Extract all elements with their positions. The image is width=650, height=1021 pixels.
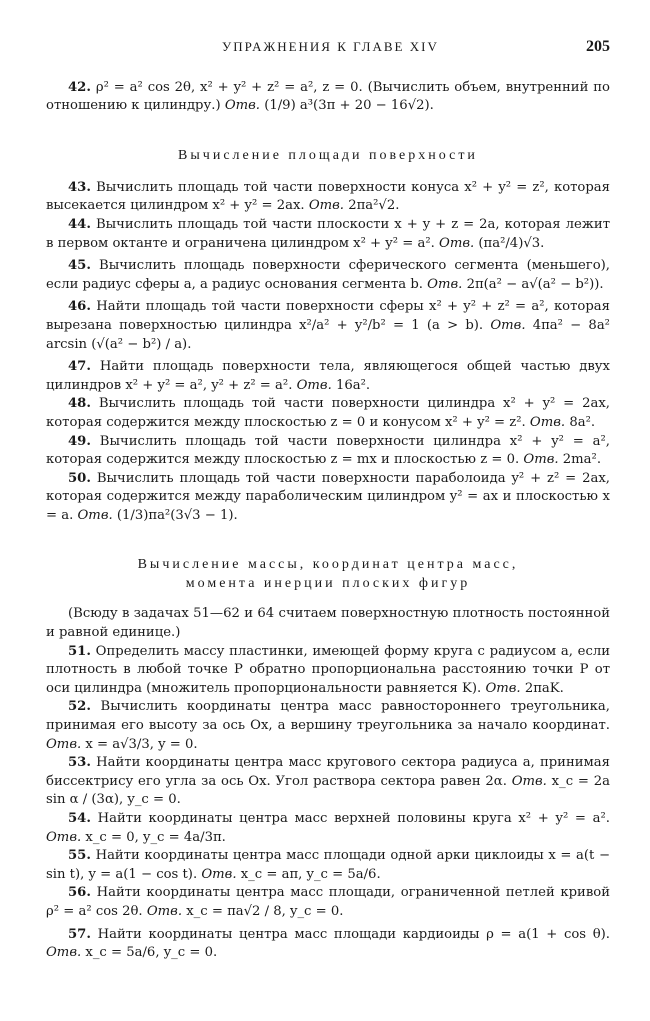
problem-number: 54. — [68, 811, 91, 826]
page-number: 205 — [586, 38, 610, 55]
problem-text: Вычислить площадь поверхности сферического сегмента (меньшего), если радиус сферы a, а радиус основания сегмента b. — [46, 258, 610, 292]
problem-48 — [46, 395, 610, 432]
problem-55 — [46, 847, 610, 884]
section-heading-line-1: Вычисление массы, координат центра масс, — [137, 557, 519, 573]
answer-value: 2πaK. — [524, 680, 564, 696]
answer-label: Отв. — [77, 507, 113, 523]
problem-number: 56. — [68, 885, 91, 901]
answer-label: Отв. — [490, 317, 526, 333]
problem-number: 44. — [68, 216, 91, 232]
problem-number: 50. — [68, 470, 91, 486]
answer-label: Отв. — [427, 276, 463, 292]
problem-number: 55. — [68, 848, 91, 864]
answer-value: 8a². — [569, 414, 596, 430]
problem-44 — [46, 216, 610, 253]
answer-value: (πa²/4)√3. — [478, 235, 545, 251]
problem-50 — [46, 470, 610, 526]
answer-label: Отв. — [296, 377, 332, 393]
problem-number: 52. — [68, 699, 91, 715]
answer-label: Отв. — [485, 680, 521, 696]
problem-text: Найти координаты центра масс верхней половины круга x² + y² = a². — [97, 811, 610, 826]
problem-text: Вычислить площадь той части поверхности конуса x² + y² = z², которая высекается цилиндром x² + y² = 2ax. — [46, 179, 610, 214]
problem-text: Найти координаты центра масс площади, ограниченной петлей кривой ρ² = a² cos 2θ. — [46, 885, 610, 919]
problem-43 — [46, 179, 610, 216]
problem-54 — [46, 810, 610, 847]
problem-46 — [46, 298, 610, 354]
problem-number: 51. — [68, 643, 91, 659]
problem-53 — [46, 754, 610, 810]
answer-label: Отв. — [439, 235, 475, 251]
answer-value: x_c = 0, y_c = 4a/3π. — [85, 829, 226, 845]
answer-label: Отв. — [308, 198, 344, 214]
section-heading-line-2: момента инерции плоских фигур — [185, 576, 471, 592]
problem-number: 53. — [68, 755, 91, 771]
answer-value: x_c = πa√2 / 8, y_c = 0. — [186, 903, 344, 919]
answer-value: 2π(a² − a√(a² − b²)). — [466, 276, 604, 292]
problem-49 — [46, 433, 610, 470]
problem-text: Определить массу пластинки, имеющей форму круга с радиусом a, если плотность в любой точке P обратно пропорциональна расстоянию точки P от оси цилиндра (множитель пропорциональности равняется K). — [46, 643, 610, 696]
answer-value: (1/3)πa²(3√3 − 1). — [116, 507, 238, 523]
section-heading-mass — [46, 555, 610, 593]
problem-number: 46. — [68, 299, 91, 315]
answer-label: Отв. — [529, 414, 566, 430]
problem-52 — [46, 698, 610, 754]
answer-label: Отв. — [224, 98, 260, 114]
answer-label: Отв. — [46, 736, 82, 752]
section-heading-surface: Вычисление площади поверхности — [178, 147, 478, 163]
problem-text: Вычислить площадь той части поверхности параболоида y² + z² = 2ax, которая содержится между параболическим цилиндром y² = ax и плоскостью x = a. — [46, 470, 610, 523]
answer-label: Отв. — [146, 903, 183, 919]
problem-text: Найти площадь той части поверхности сферы x² + y² + z² = a², которая вырезана поверхностью цилиндра x²/a² + y²/b² = 1 (a > b). — [46, 299, 610, 333]
problem-42 — [46, 79, 610, 116]
answer-value: x_c = aπ, y_c = 5a/6. — [240, 866, 381, 882]
problem-text: Найти координаты центра масс площади кардиоиды ρ = a(1 + cos θ). — [97, 926, 610, 942]
problem-number: 43. — [68, 179, 91, 195]
running-header — [46, 38, 610, 57]
problem-number: 48. — [68, 396, 91, 412]
problem-56 — [46, 884, 610, 921]
answer-value: 16a². — [335, 377, 371, 393]
problem-number: 45. — [68, 258, 91, 274]
answer-label: Отв. — [46, 945, 82, 961]
answer-value: (1/9) a³(3π + 20 − 16√2). — [264, 98, 434, 114]
problem-45 — [46, 257, 610, 294]
problem-text: Вычислить площадь той части поверхности цилиндра x² + y² = 2ax, которая содержится между плоскостью z = 0 и конусом x² + y² = z². — [46, 396, 610, 430]
answer-value: x_c = 2a sin α / (3α), y_c = 0. — [46, 773, 610, 808]
problem-text: ρ² = a² cos 2θ, x² + y² + z² = a², z = 0. (Вычислить объем, внутренний по отношению к цилиндру.) — [46, 79, 610, 114]
answer-value: 2πa²√2. — [348, 198, 400, 214]
answer-label: Отв. — [201, 866, 237, 882]
section-note: (Всюду в задачах 51—62 и 64 считаем поверхностную плотность постоянной и равной единице.) — [46, 606, 610, 641]
answer-value: x = a√3/3, y = 0. — [85, 736, 198, 752]
answer-value: x_c = 5a/6, y_c = 0. — [85, 945, 218, 961]
problem-text: Найти площадь поверхности тела, являющегося общей частью двух цилиндров x² + y² = a², y² + z² = a². — [46, 359, 610, 393]
problem-text: Найти координаты центра масс кругового сектора радиуса a, принимая биссектрису его угла за ось Ox. Угол раствора сектора равен 2α. — [46, 755, 610, 789]
answer-label: Отв. — [511, 773, 547, 789]
problem-51 — [46, 643, 610, 699]
problem-number: 49. — [68, 433, 91, 449]
problem-text: Найти координаты центра масс площади одной арки циклоиды x = a(t − sin t), y = a(1 − cos t). — [46, 848, 610, 882]
problem-number: 57. — [68, 926, 91, 942]
problem-text: Вычислить координаты центра масс равностороннего треугольника, принимая его высоту за ось Ox, а вершину треугольника за начало координат. — [46, 699, 610, 734]
header-title: УПРАЖНЕНИЯ К ГЛАВЕ XIV — [222, 39, 439, 54]
answer-value: 4πa² − 8a² arcsin (√(a² − b²) / a). — [46, 317, 610, 352]
problem-47 — [46, 358, 610, 395]
problem-number: 47. — [68, 359, 91, 375]
answer-label: Отв. — [523, 452, 559, 468]
answer-label: Отв. — [46, 829, 82, 845]
problem-text: Вычислить площадь той части поверхности цилиндра x² + y² = a², которая содержится между плоскостью z = mx и плоскостью z = 0. — [46, 433, 610, 468]
answer-value: 2ma². — [562, 452, 602, 468]
problem-57 — [46, 926, 610, 963]
problem-number: 42. — [68, 79, 91, 95]
problem-text: Вычислить площадь той части плоскости x + y + z = 2a, которая лежит в первом октанте и ограничена цилиндром x² + y² = a². — [46, 216, 610, 251]
